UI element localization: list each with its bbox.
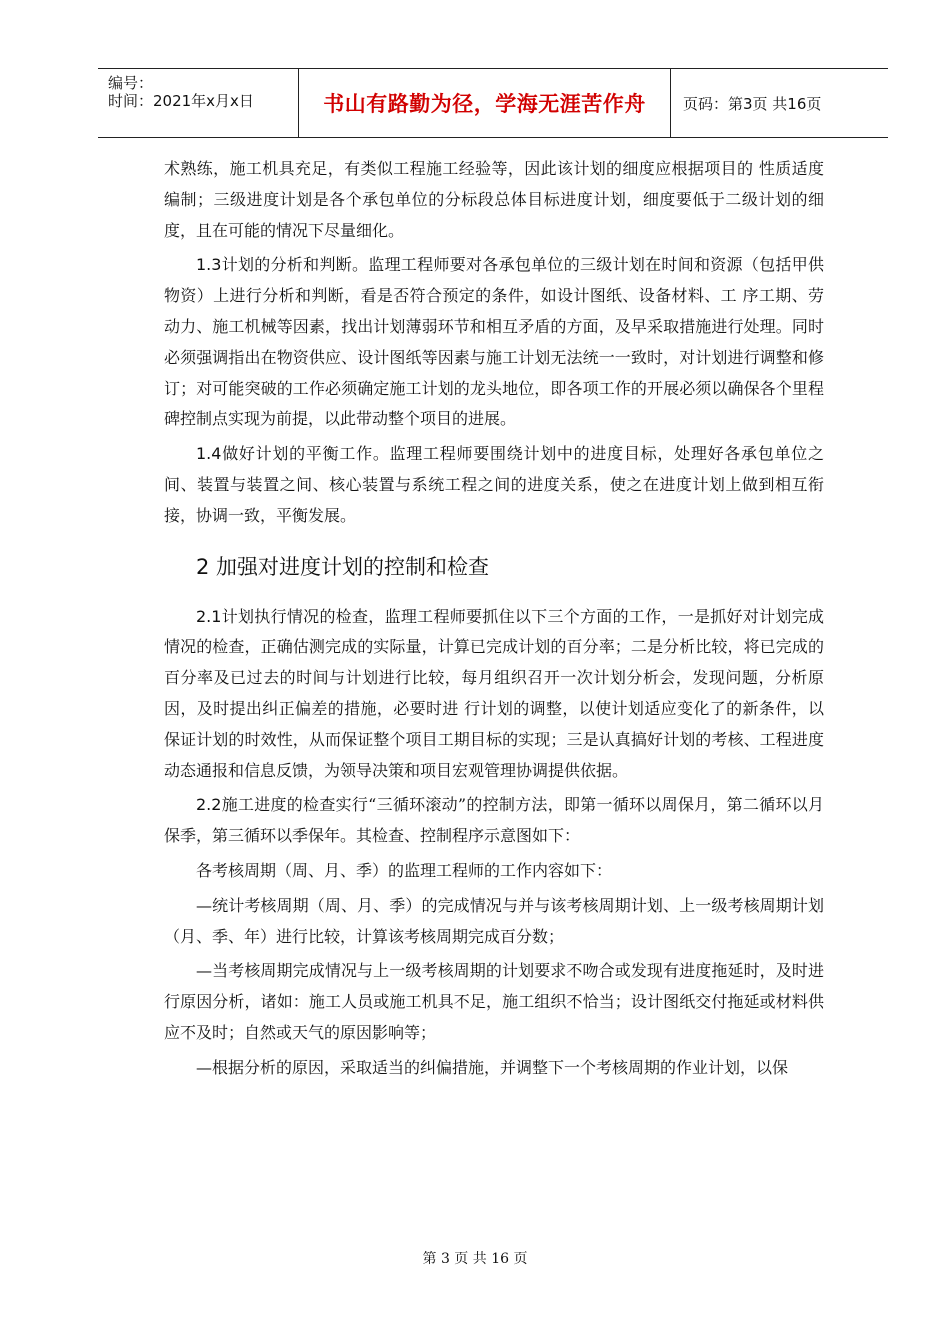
paragraph-2-1	[164, 602, 824, 787]
section-number: 1.3	[196, 255, 222, 275]
list-item-statistics: —统计考核周期（周、月、季）的完成情况与并与该考核周期计划、上一级考核周期计划（月、季、年）进行比较，计算该考核周期完成百分数；	[164, 895, 824, 946]
paragraph-text: 计划的分析和判断。监理工程师要对各承包单位的三级计划在时间和资源（包括甲供物资）上进行分析和判断，看是否符合预定的条件，如设计图纸、设备材料、工 序工期、劳动力、施工机械等因素，找出计划薄弱环节和相互矛盾的方面，及早采取措施进行处理。同时必须强调指出在物资供应、设计图纸等因素与施工计划无法统一一致时，对计划进行调整和修订；对可能突破的工作必须确定施工计划的龙头地位，即各项工作的开展必须以确保各个里程碑控制点实现为前提，以此带动整个项目的进展。	[164, 255, 824, 429]
paragraph-continued: 术熟练，施工机具充足，有类似工程施工经验等，因此该计划的细度应根据项目的 性质适度编制；三级进度计划是各个承包单位的分标段总体目标进度计划，细度要低于二级计划的细度，且在可能的情况下尽量细化。	[164, 159, 824, 240]
header-page-cell	[671, 69, 888, 137]
section-number: 1.4	[196, 444, 222, 464]
document-date: 时间：2021年x月x日	[108, 92, 254, 110]
section-number: 2.2	[196, 795, 222, 815]
paragraph-text: 做好计划的平衡工作。监理工程师要围绕计划中的进度目标，处理好各承包单位之间、装置与装置之间、核心装置与系统工程之间的进度关系，使之在进度计划上做到相互衔接，协调一致，平衡发展。	[164, 444, 824, 525]
page-footer: 第 3 页 共 16 页	[422, 1251, 528, 1267]
header-page-info: 页码：第3页 共16页	[683, 94, 822, 113]
page-header	[98, 68, 888, 138]
header-motto-cell	[299, 69, 671, 137]
paragraph-work-content: 各考核周期（周、月、季）的监理工程师的工作内容如下：	[196, 860, 613, 880]
section-number: 2.1	[196, 606, 222, 626]
paragraph-text: 施工进度的检查实行“三循环滚动”的控制方法，即第一循环以周保月，第二循环以月保季，第三循环以季保年。其检查、控制程序示意图如下：	[164, 795, 824, 846]
list-item-corrective: —根据分析的原因，采取适当的纠偏措施，并调整下一个考核周期的作业计划，以保	[196, 1057, 789, 1077]
list-item-analysis: —当考核周期完成情况与上一级考核周期的计划要求不吻合或发现有进度拖延时，及时进行原因分析，诸如：施工人员或施工机具不足，施工组织不恰当；设计图纸交付拖延或材料供应不及时；自然或天气的原因影响等；	[164, 961, 824, 1042]
paragraph-text: 计划执行情况的检查，监理工程师要抓住以下三个方面的工作，一是抓好对计划完成情况的检查，正确估测完成的实际量，计算已完成计划的百分率；二是分析比较，将已完成的百分率及已过去的时间与计划进行比较，每月组织召开一次计划分析会，发现问题，分析原因，及时提出纠正偏差的措施，必要时进 行计划的调整，以使计划适应变化了的新条件，以保证计划的时效性，从而保证整个项目工期目标的实现；三是认真搞好计划的考核、工程进度动态通报和信息反馈，为领导决策和项目宏观管理协调提供依据。	[164, 606, 824, 780]
header-left-cell	[98, 69, 299, 137]
header-motto: 书山有路勤为径，学海无涯苦作舟	[323, 92, 646, 116]
paragraph-2-2	[164, 790, 824, 852]
document-body	[164, 154, 824, 1088]
paragraph-1-3	[164, 250, 824, 435]
paragraph-1-4	[164, 439, 824, 531]
section-heading-2: 2 加强对进度计划的控制和检查	[196, 554, 490, 579]
document-number-label: 编号：	[108, 74, 154, 92]
